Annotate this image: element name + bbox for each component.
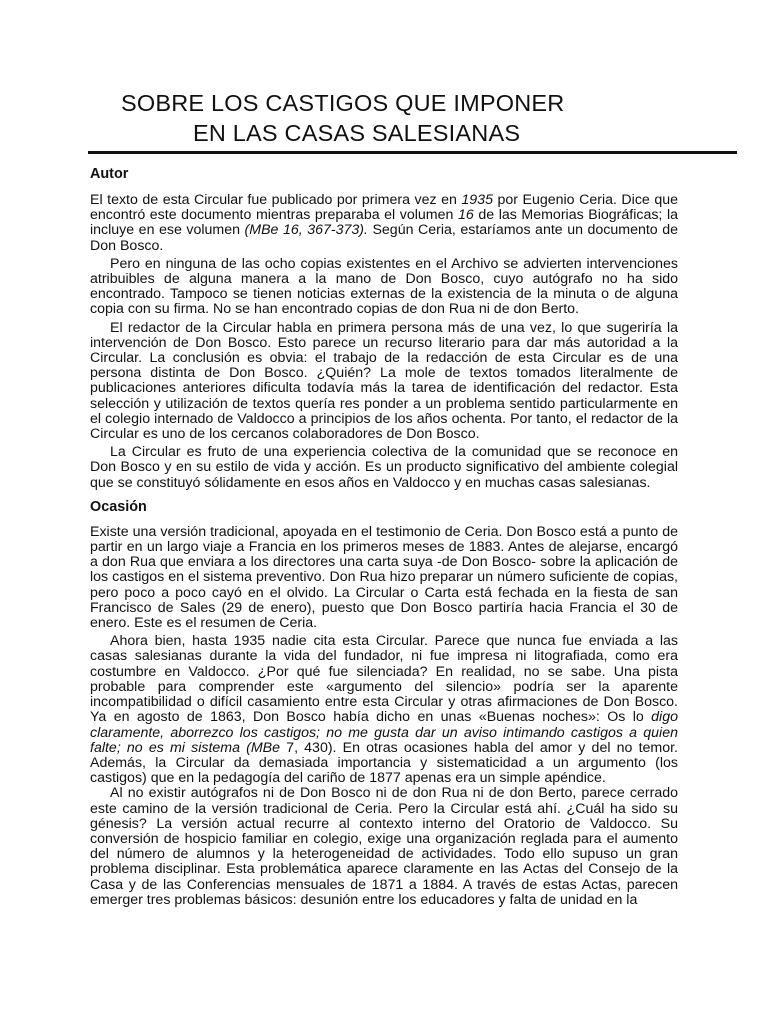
text-run: El texto de esta Circular fue publicado por primera vez en: [90, 192, 462, 208]
text-run: La Circular es fruto de una experiencia colectiva de la comunidad que se reconoce en Don Bosco y en su estilo de vida y acción. Es un producto significativo del ambiente colegial que se constituyó sólidamente en esos años en Valdocco y en muchas casas salesianas.: [90, 444, 678, 491]
text-run: por Eugenio Ceria. Dice que encontró este documento mientras preparaba el volumen: [90, 192, 678, 224]
paragraph: [90, 193, 678, 254]
text-run: El redactor de la Circular habla en primera persona más de una vez, lo que sugeriría la intervención de Don Bosco. Esto parece un recurso literario para dar más autoridad a la Circular. La conclusión es obvia: el trabajo de la redacción de esta Circular es de una persona distinta de Don Bosco. ¿Quién? La mole de textos tomados literalmente de publicaciones anteriores dificulta todavía más la tarea de identificación del redactor. Esta selección y utilización de textos quería res ponder a un problema sentido particularmente en el colegio internado de Valdocco a principios de los años ochenta. Por tanto, el redactor de la Circular es uno de los cercanos colaboradores de Don Bosco.: [90, 319, 678, 443]
italic-text-run: 16: [457, 207, 474, 224]
paragraph: [90, 257, 678, 318]
text-run: Según Ceria, estaríamos ante un documento de Don Bosco.: [90, 222, 678, 254]
paragraph: [90, 786, 678, 908]
paragraph: [90, 525, 678, 631]
italic-text-run: (MBe 16, 367-373).: [244, 222, 368, 239]
text-run: Ahora bien, hasta 1935 nadie cita esta Circular. Parece que nunca fue enviada a las casas salesianas durante la vida del fundador, ni fue impresa ni litografiada, como era costumbre en Valdocco. ¿Por qué fue silenciada? En realidad, no se sabe. Una pista probable para comprender este «argumento del silencio» podría ser la aparente incompatibilidad o difícil casamiento entre esta Circular y otras afirmaciones de Don Bosco. Ya en agosto de 1863, Don Bosco había dicho en unas «Buenas noches»: Os lo: [90, 633, 678, 726]
document-title: [0, 88, 768, 148]
paragraph: [90, 321, 678, 443]
section-heading-autor: Autor: [90, 166, 129, 182]
italic-text-run: 1935: [461, 192, 493, 208]
paragraph: [90, 445, 678, 491]
document-body: [90, 166, 678, 908]
section-heading-ocasion: Ocasión: [90, 498, 147, 515]
text-run: Al no existir autógrafos ni de Don Bosco ni de don Rua ni de don Berto, parece cerrado este camino de la versión tradicional de Ceria. Pero la Circular está ahí. ¿Cuál ha sido su génesis? La versión actual recurre al contexto interno del Oratorio de Valdocco. Su conversión de hospicio familiar en colegio, exige una organización reglada para el aumento del número de alumnos y la heterogeneidad de actividades. Todo ello supuso un gran problema disciplinar. Esta problemática aparece claramente en las Actas del Consejo de la Casa y de las Conferencias mensuales de 1871 a 1884. A través de estas Actas, parecen emerger tres problemas básicos: desunión entre los educadores y falta de unidad en la: [90, 785, 678, 908]
italic-text-run: digo claramente, aborrezco los castigos; no me gusta dar un aviso intimando castigos a quien falte; no es mi sistema (MBe: [90, 709, 678, 756]
title-line-2: EN LAS CASAS SALESIANAS: [193, 120, 521, 146]
text-run: 7, 430). En otras ocasiones habla del amor y del no temor. Además, la Circular da demasiada importancia y sistematicidad a un argumento (los castigos) que en la pedagogía del cariño de 1877 apenas era un simple apéndice.: [90, 739, 678, 787]
paragraph: [90, 634, 678, 786]
title-rule: [88, 151, 737, 154]
text-run: Pero en ninguna de las ocho copias existentes en el Archivo se advierten intervenciones atribuibles de alguna manera a la mano de Don Bosco, cuyo autógrafo no ha sido encontrado. Tampoco se tienen noticias externas de la existencia de la minuta o de alguna copia con su firma. No se han encontrado copias de don Rua ni de don Berto.: [90, 255, 678, 318]
text-run: Existe una versión tradicional, apoyada en el testimonio de Ceria. Don Bosco está a punto de partir en un largo viaje a Francia en los primeros meses de 1883. Antes de alejarse, encargó a don Rua que enviara a los directores una carta suya -de Don Bosco- sobre la aplicación de los castigos en el sistema preventivo. Don Rua hizo preparar un número suficiente de copias, pero poco a poco cayó en el olvido. La Circular o Carta está fechada en la fiesta de san Francisco de Sales (29 de enero), puesto que Don Bosco partiría hacia Francia el 30 de enero. Este es el resumen de Ceria.: [90, 523, 678, 632]
text-run: de las Memorias Biográficas; la incluye en ese volumen: [90, 207, 678, 239]
title-line-1: SOBRE LOS CASTIGOS QUE IMPONER: [121, 90, 565, 116]
